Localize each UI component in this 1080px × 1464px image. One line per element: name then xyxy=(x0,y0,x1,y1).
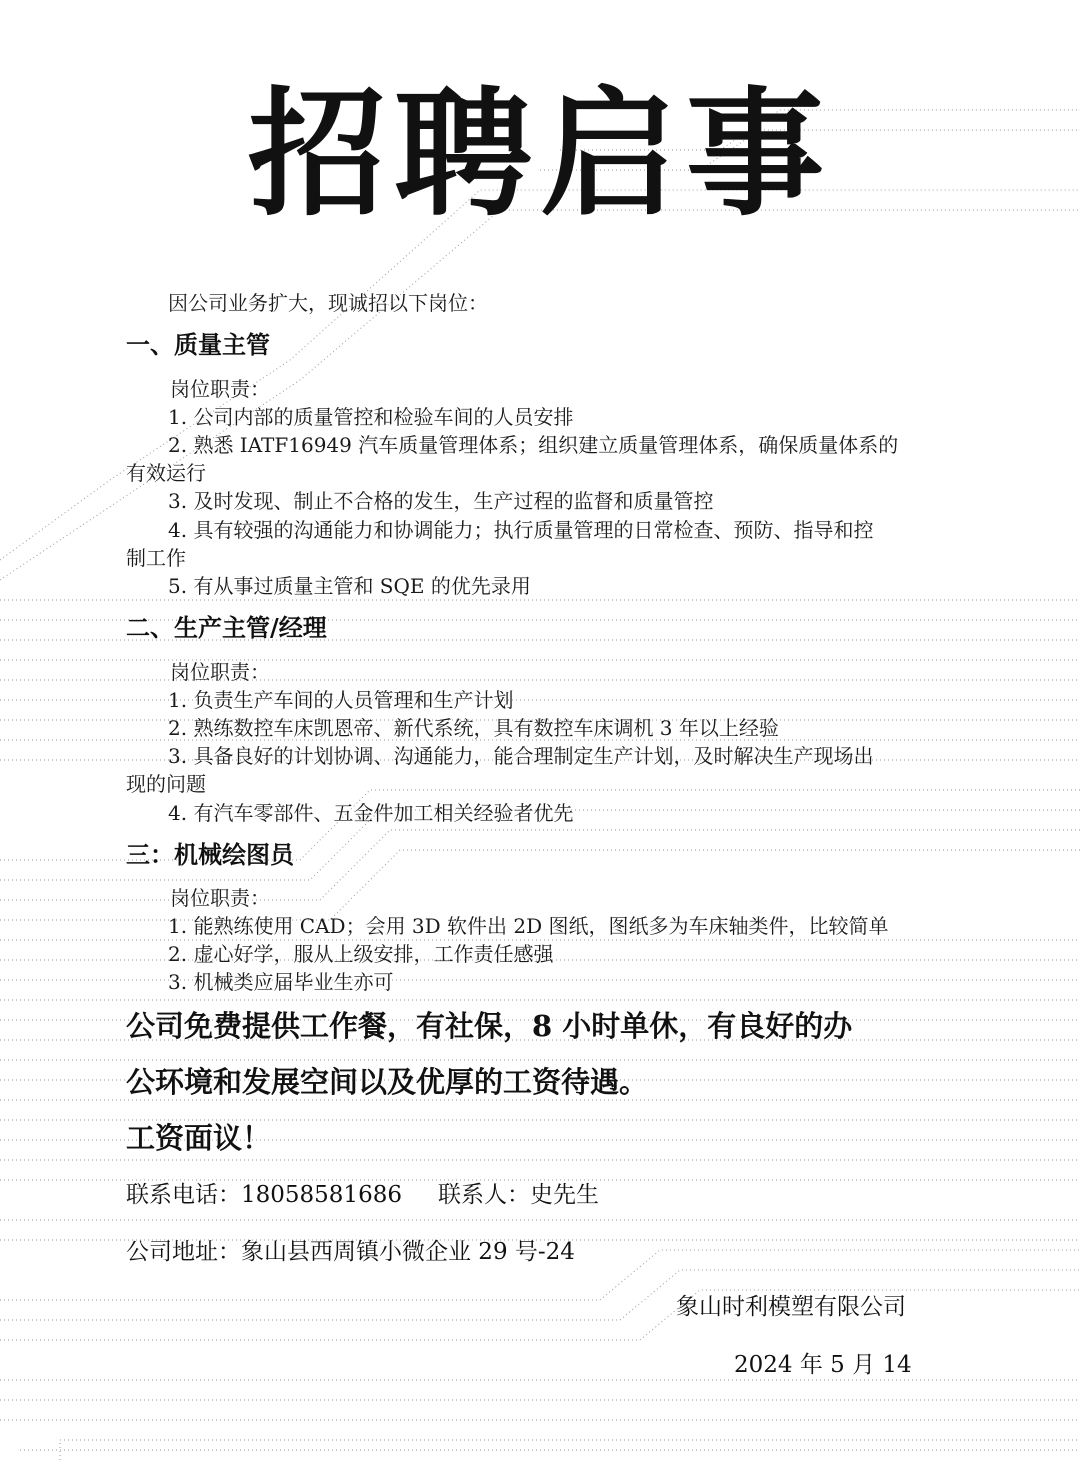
page-title: 招聘启事 xyxy=(247,74,832,235)
duty-item: 1. 能熟练使用 CAD；会用 3D 软件出 2D 图纸，图纸多为车床轴类件，比较简单 xyxy=(168,914,889,938)
duty-item: 2. 熟练数控车床凯恩帝、新代系统，具有数控车床调机 3 年以上经验 xyxy=(168,716,779,740)
duties-label: 岗位职责： xyxy=(170,886,270,910)
salary-note: 工资面议！ xyxy=(126,1121,272,1155)
company-name: 象山时利模塑有限公司 xyxy=(676,1294,906,1320)
duty-item: 5. 有从事过质量主管和 SQE 的优先录用 xyxy=(168,574,531,598)
duty-item-continuation: 制工作 xyxy=(126,546,186,570)
duties-label: 岗位职责： xyxy=(170,660,270,684)
duty-item-continuation: 有效运行 xyxy=(126,461,206,485)
job-heading-drafter: 三：机械绘图员 xyxy=(126,840,294,869)
duty-item: 3. 机械类应届毕业生亦可 xyxy=(168,970,394,994)
notice-date: 2024 年 5 月 14 xyxy=(734,1352,912,1378)
duty-item: 4. 有汽车零部件、五金件加工相关经验者优先 xyxy=(168,801,574,825)
job-heading-production: 二、生产主管/经理 xyxy=(126,613,327,642)
duty-item: 3. 及时发现、制止不合格的发生，生产过程的监督和质量管控 xyxy=(168,489,714,513)
benefits-line: 公司免费提供工作餐，有社保，8 小时单休，有良好的办 xyxy=(126,1009,853,1043)
contact-phone-row xyxy=(126,1180,599,1210)
duty-item: 2. 虚心好学，服从上级安排，工作责任感强 xyxy=(168,942,554,966)
duty-item: 1. 公司内部的质量管控和检验车间的人员安排 xyxy=(168,405,574,429)
benefits-line: 公环境和发展空间以及优厚的工资待遇。 xyxy=(126,1065,649,1099)
duty-item-continuation: 现的问题 xyxy=(126,772,206,796)
duty-item: 4. 具有较强的沟通能力和协调能力；执行质量管理的日常检查、预防、指导和控 xyxy=(168,518,874,542)
person-label: 联系人： xyxy=(437,1182,530,1208)
duties-label: 岗位职责： xyxy=(170,377,270,401)
phone-number[interactable]: 18058581686 xyxy=(241,1182,402,1208)
address-label: 公司地址： xyxy=(126,1239,241,1265)
phone-label: 联系电话： xyxy=(126,1182,241,1208)
duty-item: 2. 熟悉 IATF16949 汽车质量管理体系；组织建立质量管理体系，确保质量体系的 xyxy=(168,433,899,457)
contact-person: 史先生 xyxy=(529,1182,599,1208)
address-row xyxy=(126,1237,575,1267)
address-value: 象山县西周镇小微企业 29 号-24 xyxy=(241,1239,575,1265)
duty-item: 1. 负责生产车间的人员管理和生产计划 xyxy=(168,688,514,712)
duty-item: 3. 具备良好的计划协调、沟通能力，能合理制定生产计划，及时解决生产现场出 xyxy=(168,744,874,768)
intro-text: 因公司业务扩大，现诚招以下岗位： xyxy=(168,291,488,315)
job-heading-quality: 一、质量主管 xyxy=(126,330,270,359)
